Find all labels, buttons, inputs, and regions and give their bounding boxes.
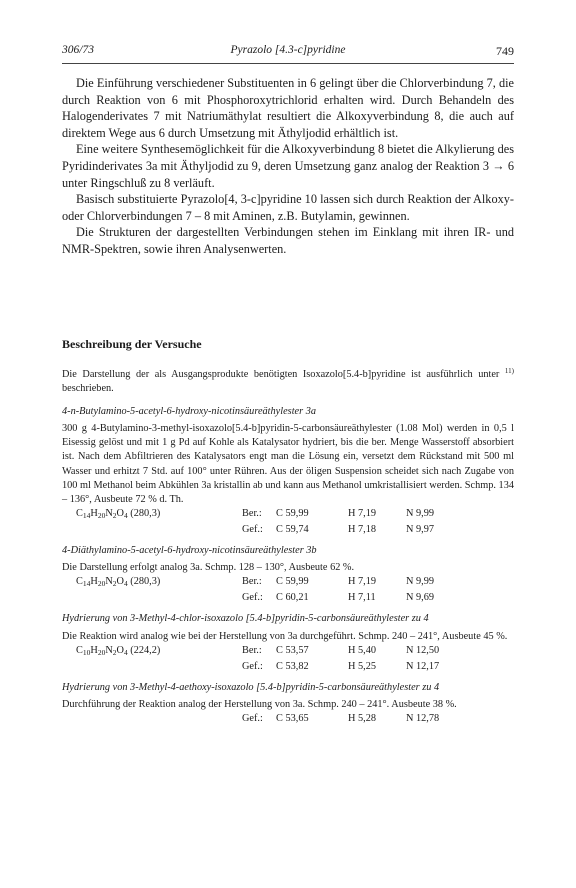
analysis-c: C 53,57 bbox=[276, 644, 309, 656]
analysis-n: N 12,50 bbox=[406, 644, 440, 656]
compound-heading: Hydrierung von 3-Methyl-4-chlor-isoxazolo [5.4-b]pyridin-5-carbonsäureäthylester zu 4 bbox=[62, 613, 429, 625]
analysis-c: C 53,65 bbox=[276, 712, 309, 724]
analysis-row bbox=[62, 523, 514, 537]
analysis-c: C 53,82 bbox=[276, 660, 309, 672]
analysis-h: H 7,19 bbox=[348, 576, 377, 588]
molecular-formula: $C_{14}H_{20}N_2O_4$ (280,3) bbox=[76, 507, 161, 520]
paragraph: Eine weitere Synthesemöglichkeit für die Alkoxyverbindung 8 bietet die Alkylierung des Pyridinderivates 3a mit Äthyljodid zu 9, deren Umsetzung ganz analog der Reaktion 3 → 6 unter Ringschluß zu 8 verläuft. bbox=[62, 142, 514, 190]
analysis-c: C 59,99 bbox=[276, 507, 309, 519]
analysis-label: Gef.: bbox=[242, 523, 263, 535]
journal-volume-page: 306/73 bbox=[62, 44, 94, 56]
analysis-row bbox=[62, 591, 514, 605]
paragraph: Basisch substituierte Pyrazolo[4, 3-c]pyridine 10 lassen sich durch Reaktion der Alkoxy- oder Chlorverbindungen 7 – 8 mit Aminen, z.B. Butylamin, gewinnen. bbox=[62, 192, 514, 223]
intro-text-end: beschrieben. bbox=[62, 383, 114, 395]
analysis-c: C 60,21 bbox=[276, 592, 309, 604]
analysis-row bbox=[62, 712, 514, 726]
header-rule bbox=[62, 63, 514, 64]
intro-text: Die Darstellung der als Ausgangsprodukte benötigten Isoxazolo[5.4-b]pyridine ist ausführlich unter bbox=[62, 369, 500, 380]
analysis-h: H 5,25 bbox=[348, 660, 377, 672]
analysis-label: Gef.: bbox=[242, 660, 263, 672]
intro-paragraph bbox=[62, 364, 514, 396]
running-header bbox=[62, 44, 514, 60]
analysis-label: Ber.: bbox=[242, 644, 262, 656]
experiment-block bbox=[62, 681, 514, 726]
reference-marker: 11) bbox=[504, 367, 514, 375]
analysis-row bbox=[62, 660, 514, 674]
analysis-n: N 9,97 bbox=[406, 523, 435, 535]
analysis-c: C 59,74 bbox=[276, 523, 309, 535]
compound-heading: Hydrierung von 3-Methyl-4-aethoxy-isoxazolo [5.4-b]pyridin-5-carbonsäureäthylester zu 4 bbox=[62, 681, 440, 693]
running-title: Pyrazolo [4.3-c]pyridine bbox=[230, 44, 346, 56]
procedure-text: Die Darstellung erfolgt analog 3a. Schmp. 128 – 130°, Ausbeute 62 %. bbox=[62, 562, 355, 574]
paragraph: Die Strukturen der dargestellten Verbindungen stehen im Einklang mit ihren IR- und NMR-Spektren, sowie ihren Analysenwerten. bbox=[62, 225, 514, 256]
analysis-label: Gef.: bbox=[242, 592, 263, 604]
analysis-c: C 59,99 bbox=[276, 576, 309, 588]
compound-heading: 4-Diäthylamino-5-acetyl-6-hydroxy-nicotinsäureäthylester 3b bbox=[62, 545, 317, 557]
analysis-row bbox=[62, 507, 514, 523]
experiment-block bbox=[62, 612, 514, 673]
analysis-n: N 12,17 bbox=[406, 660, 440, 672]
analysis-n: N 9,99 bbox=[406, 576, 435, 588]
analysis-row bbox=[62, 644, 514, 660]
analysis-h: H 7,18 bbox=[348, 523, 377, 535]
analysis-n: N 9,99 bbox=[406, 507, 435, 519]
analysis-h: H 7,19 bbox=[348, 507, 377, 519]
analysis-h: H 5,40 bbox=[348, 644, 377, 656]
experiment-block bbox=[62, 544, 514, 605]
analysis-label: Ber.: bbox=[242, 507, 262, 519]
analysis-n: N 9,69 bbox=[406, 592, 435, 604]
analysis-label: Ber.: bbox=[242, 576, 262, 588]
compound-heading: 4-n-Butylamino-5-acetyl-6-hydroxy-nicotinsäureäthylester 3a bbox=[62, 406, 317, 418]
analysis-h: H 5,28 bbox=[348, 712, 377, 724]
body-text bbox=[62, 75, 514, 258]
experimental-section bbox=[62, 364, 514, 733]
section-title: Beschreibung der Versuche bbox=[62, 337, 202, 351]
experiment-block bbox=[62, 405, 514, 537]
procedure-text: Durchführung der Reaktion analog der Herstellung von 3a. Schmp. 240 – 241°. Ausbeute 38 %. bbox=[62, 698, 457, 710]
page-number: 749 bbox=[496, 44, 514, 58]
analysis-row bbox=[62, 575, 514, 591]
molecular-formula: $C_{14}H_{20}N_2O_4$ (280,3) bbox=[76, 576, 161, 589]
procedure-text: Die Reaktion wird analog wie bei der Herstellung von 3a durchgeführt. Schmp. 240 – 241°, Ausbeute 45 %. bbox=[62, 630, 508, 642]
analysis-h: H 7,11 bbox=[348, 592, 376, 604]
analysis-n: N 12,78 bbox=[406, 712, 440, 724]
procedure-text: 300 g 4-Butylamino-3-methyl-isoxazolo[5.4-b]pyridin-5-carbonsäureäthylester (1.08 Mol) werden in 0,5 l Eisessig gelöst und mit 1 g Pd auf Kohle als Katalysator hydriert, bis die ber. Menge Wasserstoff absorbiert ist. Nach dem Abfiltrieren des Katalysators engt man die Lösung ein, versetzt dem Rückstand mit 500 ml Wasser und erhitzt 7 Std. auf 100° unter Rühren. Aus der öligen Suspension scheidet sich nach Zugabe von 100 ml Methanol beim Abkühlen 3a kristallin ab und kann aus Methanol umkristallisiert werden. Schmp. 134 – 136°, Ausbeute 72 % d. Th. bbox=[62, 423, 514, 505]
paragraph: Die Einführung verschiedener Substituenten in 6 gelingt über die Chlorverbindung 7, die durch Reaktion von 6 mit Phosphoroxytrichlorid erhalten wird. Durch Behandeln des Halogenderivates 7 mit Natriumäthylat resultiert die Alkoxyverbindung 8, die auch auf direktem Wege aus 6 durch Umsetzung mit Äthyljodid erhältlich ist. bbox=[62, 76, 514, 140]
analysis-label: Gef.: bbox=[242, 712, 263, 724]
molecular-formula: $C_{10}H_{20}N_2O_4$ (224,2) bbox=[76, 644, 161, 657]
